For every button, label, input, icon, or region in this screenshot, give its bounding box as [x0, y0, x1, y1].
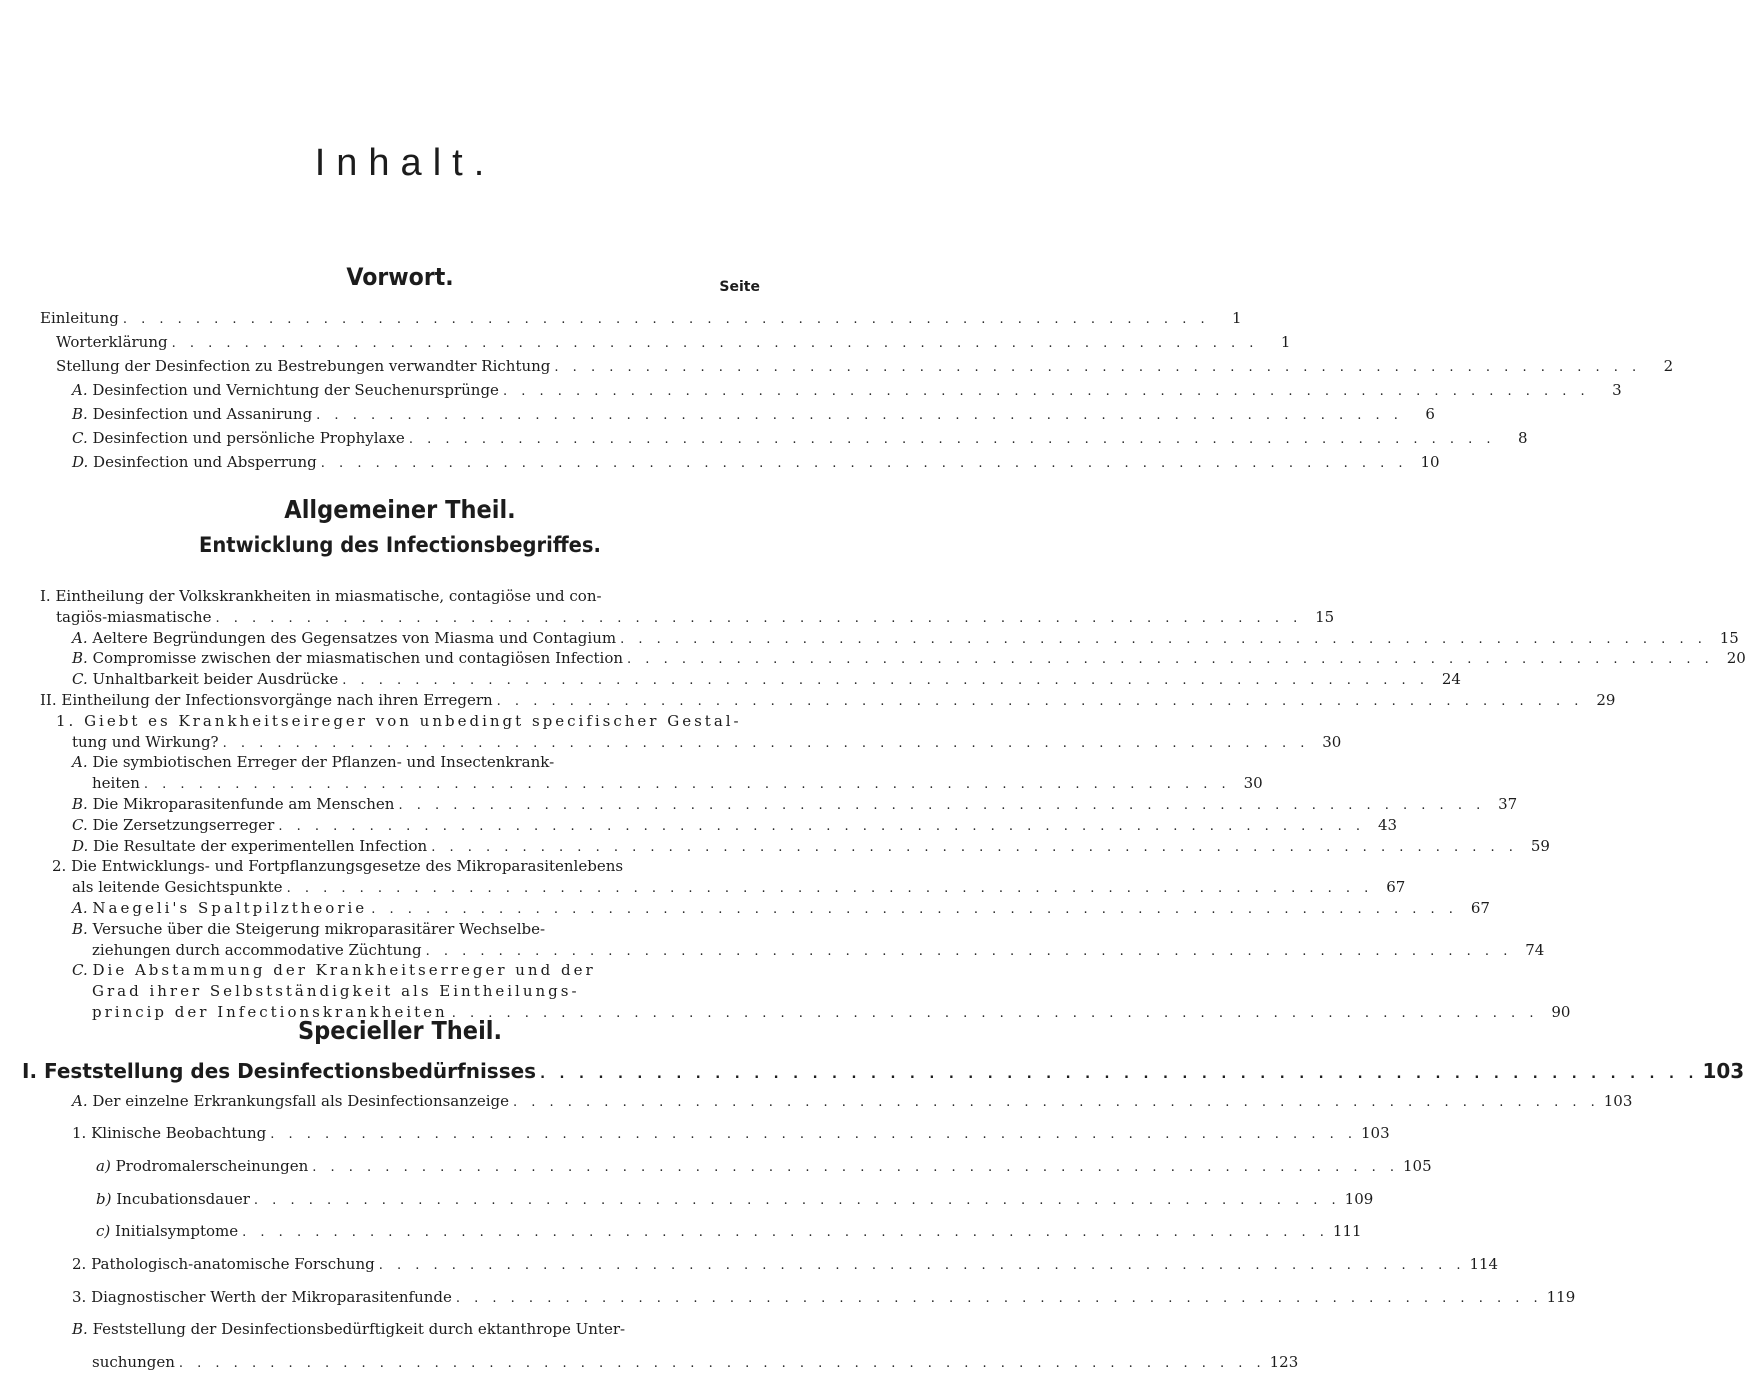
- toc-entry-page: 103: [1360, 1124, 1390, 1142]
- toc-entry-prefix: c): [96, 1222, 111, 1240]
- toc-entry-text: Desinfection und Vernichtung der Seuchenursprünge: [92, 381, 499, 399]
- toc-entry: [22, 1056, 1745, 1086]
- dot-leader: . . . . . . . . . . . . . . . . . . . . . . . . . . . . . . . . . . . . . . . . . . . . . . . . . . . . . . . . . . . .: [286, 881, 1374, 896]
- toc-entry-prefix: A.: [72, 753, 88, 771]
- toc-entry-page: 15: [1315, 608, 1335, 626]
- toc-entry-text: Versuche über die Steigerung mikroparasitärer Wechselbe-: [92, 920, 546, 938]
- toc-entry: [72, 1285, 1576, 1309]
- toc-entry: [92, 1350, 1299, 1374]
- entwicklung-subheading: Entwicklung des Infectionsbegriffes.: [199, 533, 601, 557]
- toc-entry-label: [40, 587, 602, 605]
- toc-entry-label: [96, 1154, 308, 1178]
- toc-entry-page: 67: [1386, 878, 1406, 896]
- toc-entry-label: [92, 1350, 175, 1374]
- toc-entry-page: 114: [1469, 1255, 1499, 1273]
- dot-leader: . . . . . . . . . . . . . . . . . . . . . . . . . . . . . . . . . . . . . . . . . . . . . . . . . . . . . . . . . . . .: [431, 840, 1518, 855]
- dot-leader: . . . . . . . . . . . . . . . . . . . . . . . . . . . . . . . . . . . . . . . . . . . . . . . . . . . . . . . . . . . .: [371, 902, 1458, 917]
- toc-entry-text: princip der Infectionskrankheiten: [92, 1003, 448, 1021]
- toc-entry: [40, 306, 1242, 330]
- toc-entry-label: [52, 857, 623, 875]
- toc-entry-text: Die Mikroparasitenfunde am Menschen: [92, 795, 395, 813]
- toc-entry-text: I. Feststellung des Desinfectionsbedürfnisses: [22, 1059, 537, 1083]
- dot-leader: . . . . . . . . . . . . . . . . . . . . . . . . . . . . . . . . . . . . . . . . . . . . . . . . . . . . . . . . . . . .: [253, 1193, 1341, 1208]
- toc-entry-text: Desinfection und Absperrung: [93, 453, 317, 471]
- dot-leader: . . . . . . . . . . . . . . . . . . . . . . . . . . . . . . . . . . . . . . . . . . . . . . . . . . . . . . . . . . . .: [342, 673, 1429, 688]
- toc-entry-text: Die Abstammung der Krankheitserreger und der: [92, 961, 596, 979]
- dot-leader: . . . . . . . . . . . . . . . . . . . . . . . . . . . . . . . . . . . . . . . . . . . . . . . . . . . . . . . . . . . .: [540, 1067, 1699, 1082]
- toc-entry-text: ziehungen durch accommodative Züchtung: [92, 941, 422, 959]
- toc-entry-label: [72, 426, 405, 450]
- toc-entry-page: 103: [1702, 1059, 1745, 1083]
- toc-entry-page: 105: [1403, 1157, 1432, 1175]
- toc-entry-label: [72, 378, 499, 402]
- toc-entry-text: heiten: [92, 774, 140, 792]
- toc-entry-text: 2. Die Entwicklungs- und Fortpflanzungsgesetze des Mikroparasitenlebens: [52, 857, 624, 875]
- dot-leader: . . . . . . . . . . . . . . . . . . . . . . . . . . . . . . . . . . . . . . . . . . . . . . . . . . . . . . . . . . . .: [512, 1095, 1600, 1110]
- toc-entry-text: Die Resultate der experimentellen Infection: [93, 837, 428, 855]
- toc-entry-prefix: b): [96, 1190, 112, 1208]
- toc-entry-label: [72, 753, 554, 771]
- toc-entry-text: suchungen: [92, 1353, 175, 1371]
- toc-entry-prefix: C.: [72, 429, 88, 447]
- toc-entry-text: Aeltere Begründungen des Gegensatzes von Miasma und Contagium: [92, 629, 617, 647]
- toc-entry-page: 67: [1470, 899, 1490, 917]
- toc-entry-text: II. Eintheilung der Infectionsvorgänge nach ihren Erregern: [40, 691, 493, 709]
- toc-entry-label: [96, 1187, 250, 1211]
- toc-entry-label: [92, 1000, 448, 1024]
- dot-leader: . . . . . . . . . . . . . . . . . . . . . . . . . . . . . . . . . . . . . . . . . . . . . . . . . . . . . . . . . . . .: [378, 1258, 1466, 1273]
- toc-entry-label: [92, 982, 580, 1000]
- toc-entry-prefix: C.: [72, 670, 88, 688]
- dot-leader: . . . . . . . . . . . . . . . . . . . . . . . . . . . . . . . . . . . . . . . . . . . . . . . . . . . . . . . . . . . .: [242, 1225, 1329, 1240]
- dot-leader: . . . . . . . . . . . . . . . . . . . . . . . . . . . . . . . . . . . . . . . . . . . . . . . . . . . . . . . . . . . .: [554, 360, 1642, 375]
- toc-entry: [72, 1089, 1633, 1113]
- toc-entry-label: [72, 1252, 375, 1276]
- toc-entry-prefix: a): [96, 1157, 111, 1175]
- toc-entry-text: Prodromalerscheinungen: [115, 1157, 309, 1175]
- toc-entry-page: 43: [1377, 816, 1398, 834]
- toc-entry-prefix: C.: [72, 961, 88, 979]
- toc-entry-prefix: A.: [72, 899, 88, 917]
- dot-leader: . . . . . . . . . . . . . . . . . . . . . . . . . . . . . . . . . . . . . . . . . . . . . . . . . . . . . . . . . . . .: [222, 736, 1310, 751]
- dot-leader: . . . . . . . . . . . . . . . . . . . . . . . . . . . . . . . . . . . . . . . . . . . . . . . . . . . . . . . . . . . .: [122, 312, 1210, 327]
- page-title: Inhalt.: [314, 142, 496, 184]
- dot-leader: . . . . . . . . . . . . . . . . . . . . . . . . . . . . . . . . . . . . . . . . . . . . . . . . . . . . . . . . . . . .: [320, 456, 1408, 471]
- toc-entry-label: [56, 354, 550, 378]
- dot-leader: . . . . . . . . . . . . . . . . . . . . . . . . . . . . . . . . . . . . . . . . . . . . . . . . . . . . . . . . . . . .: [215, 611, 1303, 626]
- toc-entry: [96, 1219, 1362, 1243]
- toc-entry-text: I. Eintheilung der Volkskrankheiten in miasmatische, contagiöse und con-: [40, 587, 602, 605]
- toc-entry-text: Initialsymptome: [115, 1222, 239, 1240]
- toc-entry-prefix: A.: [72, 1092, 88, 1110]
- toc-entry-text: Desinfection und Assanirung: [92, 405, 313, 423]
- dot-leader: . . . . . . . . . . . . . . . . . . . . . . . . . . . . . . . . . . . . . . . . . . . . . . . . . . . . . . . . . . . .: [171, 336, 1259, 351]
- toc-entry: [72, 426, 1528, 450]
- toc-entry-prefix: B.: [72, 795, 88, 813]
- toc-entry: [96, 1154, 1432, 1178]
- toc-entry-prefix: A.: [72, 629, 88, 647]
- toc-entry-page: 6: [1425, 405, 1435, 423]
- toc-entry-page: 3: [1612, 381, 1622, 399]
- toc-entry-page: 109: [1344, 1190, 1374, 1208]
- toc-entry-prefix: B.: [72, 405, 88, 423]
- toc-entry-page: 30: [1322, 733, 1342, 751]
- toc-entry: [72, 1252, 1499, 1276]
- dot-leader: . . . . . . . . . . . . . . . . . . . . . . . . . . . . . . . . . . . . . . . . . . . . . . . . . . . . . . . . . . . .: [143, 777, 1231, 792]
- toc-entry-prefix: B.: [72, 1320, 88, 1338]
- toc-entry-text: tagiös-miasmatische: [56, 608, 212, 626]
- dot-leader: . . . . . . . . . . . . . . . . . . . . . . . . . . . . . . . . . . . . . . . . . . . . . . . . . . . . . . . . . . . .: [278, 819, 1366, 834]
- dot-leader: . . . . . . . . . . . . . . . . . . . . . . . . . . . . . . . . . . . . . . . . . . . . . . . . . . . . . . . . . . . .: [316, 408, 1403, 423]
- toc-entry-page: 2: [1663, 357, 1674, 375]
- toc-entry-prefix: A.: [72, 381, 88, 399]
- dot-leader: . . . . . . . . . . . . . . . . . . . . . . . . . . . . . . . . . . . . . . . . . . . . . . . . . . . . . . . . . . . .: [496, 694, 1584, 709]
- toc-entry: [72, 1121, 1390, 1145]
- toc-entry-label: [40, 306, 119, 330]
- dot-leader: . . . . . . . . . . . . . . . . . . . . . . . . . . . . . . . . . . . . . . . . . . . . . . . . . . . . . . . . . . . .: [451, 1006, 1539, 1021]
- toc-entry: [72, 378, 1622, 402]
- dot-leader: . . . . . . . . . . . . . . . . . . . . . . . . . . . . . . . . . . . . . . . . . . . . . . . . . . . . . . . . . . . .: [620, 632, 1707, 647]
- toc-entry-page: 8: [1518, 429, 1528, 447]
- toc-entry-label: [56, 712, 742, 730]
- toc-entry-text: Desinfection und persönliche Prophylaxe: [92, 429, 405, 447]
- toc-entry-text: Feststellung der Desinfectionsbedürftigkeit durch ektanthrope Unter-: [92, 1320, 626, 1338]
- toc-entry-prefix: D.: [72, 453, 89, 471]
- toc-entry-page: 74: [1525, 941, 1545, 959]
- toc-entry-label: [72, 1121, 266, 1145]
- toc-entry-prefix: C.: [72, 816, 88, 834]
- toc-entry-label: [72, 1320, 625, 1338]
- toc-entry-page: 37: [1498, 795, 1518, 813]
- toc-entry-text: Die symbiotischen Erreger der Pflanzen- und Insectenkrank-: [92, 753, 555, 771]
- toc-entry-page: 90: [1551, 1003, 1571, 1021]
- toc-entry-page: 10: [1420, 453, 1440, 471]
- toc-entry-label: [72, 961, 596, 979]
- toc-entry-text: Grad ihrer Selbstständigkeit als Eintheilungs-: [92, 982, 580, 1000]
- toc-entry: [72, 1317, 760, 1341]
- toc-entry-page: 103: [1603, 1092, 1633, 1110]
- toc-entry-label: [96, 1219, 238, 1243]
- toc-entry-text: 1. Giebt es Krankheitseireger von unbedingt specifischer Gestal-: [56, 712, 742, 730]
- toc-entry-page: 24: [1441, 670, 1461, 688]
- toc-entry-label: [22, 1056, 536, 1086]
- toc-entry-label: [56, 330, 168, 354]
- toc-entry-page: 111: [1332, 1222, 1362, 1240]
- toc-entry-text: Compromisse zwischen der miasmatischen und contagiösen Infection: [92, 649, 624, 667]
- toc-entry-prefix: D.: [72, 837, 89, 855]
- toc-entry-page: 1: [1232, 309, 1242, 327]
- toc-entry-text: 2. Pathologisch-anatomische Forschung: [72, 1255, 375, 1273]
- toc-entry-label: [72, 920, 545, 938]
- toc-entry-text: Worterklärung: [56, 333, 168, 351]
- dot-leader: . . . . . . . . . . . . . . . . . . . . . . . . . . . . . . . . . . . . . . . . . . . . . . . . . . . . . . . . . . . .: [455, 1291, 1543, 1306]
- toc-entry: [72, 402, 1435, 426]
- toc-entry-text: Stellung der Desinfection zu Bestrebungen verwandter Richtung: [56, 357, 551, 375]
- toc-entry-text: 3. Diagnostischer Werth der Mikroparasitenfunde: [72, 1288, 452, 1306]
- toc-entry-text: Der einzelne Erkrankungsfall als Desinfectionsanzeige: [92, 1092, 509, 1110]
- toc-entry-page: 123: [1269, 1353, 1299, 1371]
- toc-entry-page: 59: [1530, 837, 1550, 855]
- toc-entry-page: 20: [1726, 649, 1746, 667]
- toc-entry-prefix: B.: [72, 649, 88, 667]
- toc-entry-text: Die Zersetzungserreger: [92, 816, 275, 834]
- toc-entry: [96, 1187, 1374, 1211]
- toc-entry-label: [72, 1089, 509, 1113]
- toc-entry-text: Einleitung: [40, 309, 119, 327]
- toc-entry-label: [72, 450, 317, 474]
- toc-entry-text: Naegeli's Spaltpilztheorie: [92, 899, 368, 917]
- toc-entry-page: 119: [1546, 1288, 1576, 1306]
- toc-entry-text: Unhaltbarkeit beider Ausdrücke: [92, 670, 339, 688]
- toc-entry-text: 1. Klinische Beobachtung: [72, 1124, 267, 1142]
- dot-leader: . . . . . . . . . . . . . . . . . . . . . . . . . . . . . . . . . . . . . . . . . . . . . . . . . . . . . . . . . . . .: [270, 1127, 1357, 1142]
- toc-entry-prefix: B.: [72, 920, 88, 938]
- dot-leader: . . . . . . . . . . . . . . . . . . . . . . . . . . . . . . . . . . . . . . . . . . . . . . . . . . . . . . . . . . . .: [398, 798, 1486, 813]
- dot-leader: . . . . . . . . . . . . . . . . . . . . . . . . . . . . . . . . . . . . . . . . . . . . . . . . . . . . . . . . . . . .: [425, 944, 1513, 959]
- toc-entry-label: [72, 402, 312, 426]
- toc-entry-label: [72, 1285, 452, 1309]
- toc-entry-page: 15: [1719, 629, 1739, 647]
- page-column-label: Seite: [719, 279, 760, 295]
- dot-leader: . . . . . . . . . . . . . . . . . . . . . . . . . . . . . . . . . . . . . . . . . . . . . . . . . . . . . . . . . . . .: [312, 1160, 1399, 1175]
- toc-entry: [56, 354, 1674, 378]
- toc-entry: [92, 1000, 1571, 1024]
- specieller-heading: Specieller Theil.: [297, 1016, 503, 1045]
- vorwort-heading: Vorwort.: [346, 263, 454, 291]
- dot-leader: . . . . . . . . . . . . . . . . . . . . . . . . . . . . . . . . . . . . . . . . . . . . . . . . . . . . . . . . . . . .: [627, 652, 1714, 667]
- toc-entry-page: 29: [1596, 691, 1616, 709]
- toc-entry-page: 1: [1280, 333, 1291, 351]
- toc-entry: [56, 330, 1291, 354]
- dot-leader: . . . . . . . . . . . . . . . . . . . . . . . . . . . . . . . . . . . . . . . . . . . . . . . . . . . . . . . . . . . .: [408, 432, 1496, 447]
- toc-entry-text: als leitende Gesichtspunkte: [72, 878, 283, 896]
- allgemeiner-heading: Allgemeiner Theil.: [284, 495, 516, 524]
- toc-entry: [72, 450, 1440, 474]
- toc-entry-page: 30: [1243, 774, 1263, 792]
- toc-entry-text: tung und Wirkung?: [72, 733, 219, 751]
- toc-entry-text: Incubationsdauer: [116, 1190, 250, 1208]
- dot-leader: . . . . . . . . . . . . . . . . . . . . . . . . . . . . . . . . . . . . . . . . . . . . . . . . . . . . . . . . . . . .: [502, 384, 1590, 399]
- dot-leader: . . . . . . . . . . . . . . . . . . . . . . . . . . . . . . . . . . . . . . . . . . . . . . . . . . . . . . . . . . . .: [178, 1356, 1266, 1371]
